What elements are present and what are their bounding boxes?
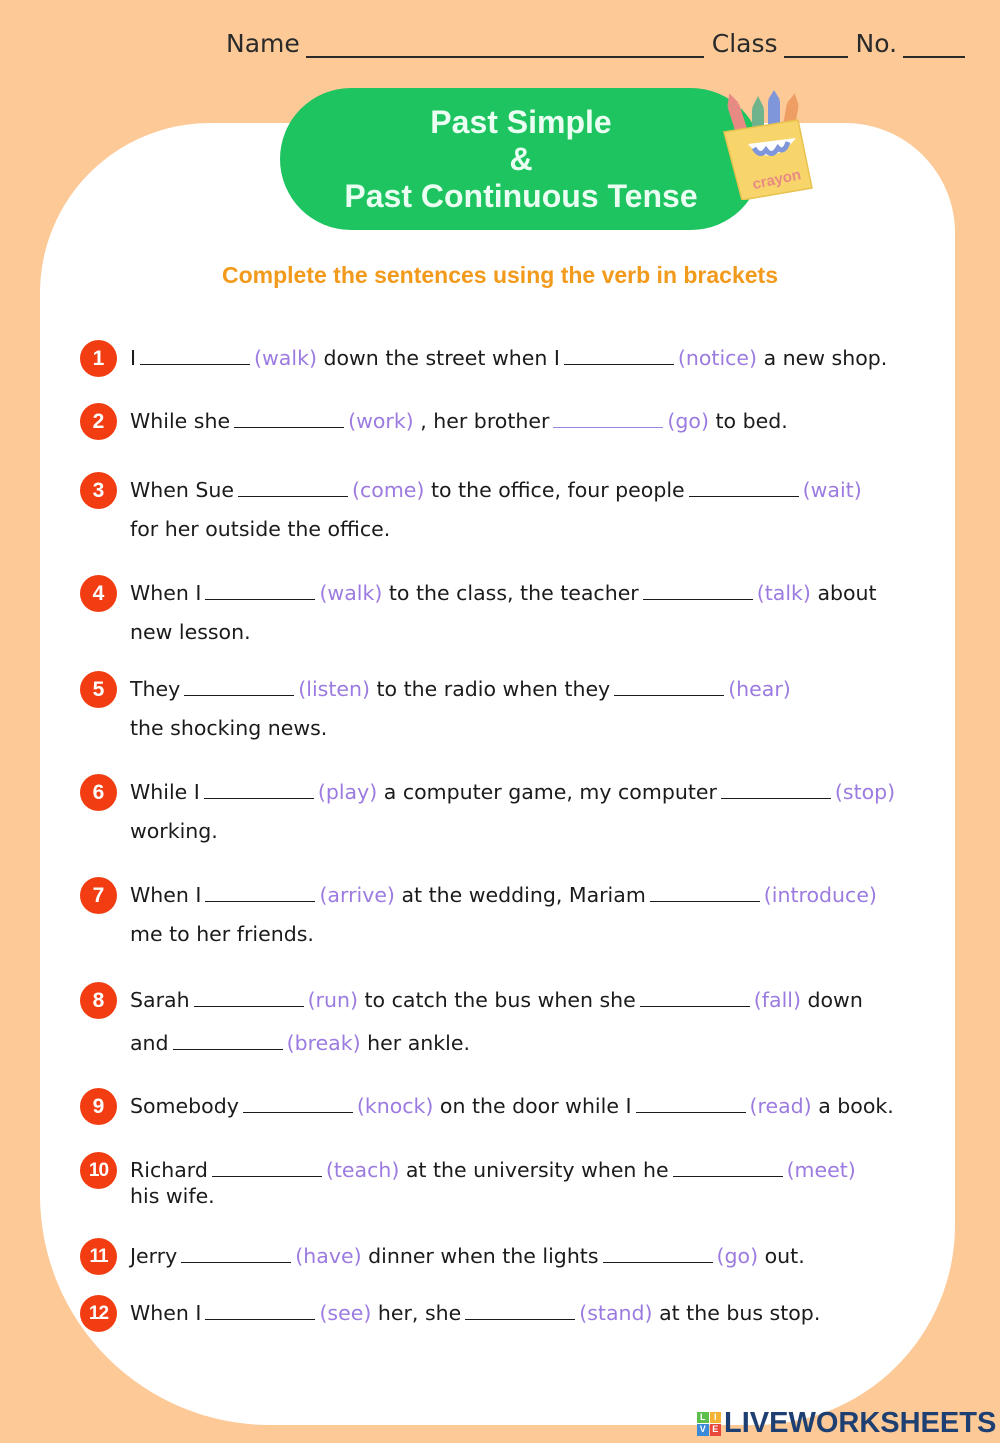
answer-blank[interactable] (564, 342, 674, 365)
verb-hint: (run) (307, 988, 358, 1012)
question-number-badge: 7 (80, 877, 117, 914)
sentence-text: , her brother (420, 409, 550, 433)
verb-hint: (stop) (834, 780, 896, 804)
sentence-text: to the radio when they (376, 677, 611, 701)
title-line-2: & (509, 140, 533, 177)
question-line (130, 1238, 805, 1275)
question-line (130, 1152, 856, 1189)
answer-blank[interactable] (650, 879, 760, 902)
sentence-text: While she (130, 409, 231, 433)
verb-hint: (work) (348, 409, 414, 433)
answer-blank[interactable] (140, 342, 250, 365)
answer-blank[interactable] (640, 984, 750, 1007)
name-label: Name (226, 29, 300, 58)
question-number-badge: 5 (80, 671, 117, 708)
question-number-badge: 10 (80, 1152, 117, 1189)
answer-blank[interactable] (181, 1240, 291, 1263)
verb-hint: (arrive) (319, 883, 395, 907)
question-continuation: working. (130, 819, 218, 843)
answer-blank[interactable] (234, 405, 344, 428)
verb-hint: (meet) (786, 1158, 856, 1182)
logo-text: LIVEWORKSHEETS (724, 1407, 997, 1439)
svg-text:crayon: crayon (750, 166, 803, 194)
question-number-badge: 4 (80, 575, 117, 612)
question-line (130, 982, 863, 1019)
class-label: Class (711, 29, 778, 58)
sentence-text: to catch the bus when she (364, 988, 636, 1012)
answer-blank[interactable] (643, 577, 753, 600)
question-line (130, 575, 877, 612)
question-line (130, 340, 887, 377)
sentence-text: and (130, 1031, 169, 1055)
sentence-text: Sarah (130, 988, 190, 1012)
question-number-badge: 2 (80, 403, 117, 440)
question-continuation: for her outside the office. (130, 517, 391, 541)
question-continuation: new lesson. (130, 620, 251, 644)
verb-hint: (fall) (753, 988, 801, 1012)
sentence-text: to bed. (715, 409, 788, 433)
sentence-text: Jerry (130, 1244, 178, 1268)
sentence-text: When I (130, 1301, 202, 1325)
liveworksheets-logo (697, 1407, 996, 1440)
verb-hint: (wait) (802, 478, 862, 502)
sentence-text: a new shop. (763, 346, 888, 370)
name-field[interactable] (306, 34, 704, 58)
sentence-text: Richard (130, 1158, 208, 1182)
question-number-badge: 1 (80, 340, 117, 377)
question-number-badge: 6 (80, 774, 117, 811)
verb-hint: (hear) (728, 677, 791, 701)
question-continuation (130, 1027, 470, 1055)
sentence-text: While I (130, 780, 200, 804)
sentence-text: at the university when he (405, 1158, 669, 1182)
sentence-text: When I (130, 883, 202, 907)
question-number-badge: 3 (80, 472, 117, 509)
verb-hint: (walk) (254, 346, 317, 370)
verb-hint: (go) (667, 409, 709, 433)
answer-blank[interactable] (212, 1154, 322, 1177)
answer-blank[interactable] (603, 1240, 713, 1263)
answer-blank[interactable] (689, 474, 799, 497)
sentence-text: on the door while I (439, 1094, 632, 1118)
sentence-text: her ankle. (367, 1031, 470, 1055)
question-number-badge: 8 (80, 982, 117, 1019)
answer-blank[interactable] (553, 405, 663, 428)
question-line (130, 1295, 820, 1332)
answer-blank[interactable] (243, 1090, 353, 1113)
question-line (130, 1088, 894, 1125)
sentence-text: at the wedding, Mariam (401, 883, 646, 907)
question-line (130, 472, 862, 509)
question-continuation: his wife. (130, 1184, 215, 1208)
sentence-text: down (807, 988, 863, 1012)
title-line-3: Past Continuous Tense (344, 177, 698, 214)
number-label: No. (855, 29, 898, 58)
sentence-text: Somebody (130, 1094, 239, 1118)
verb-hint: (go) (716, 1244, 759, 1268)
answer-blank[interactable] (636, 1090, 746, 1113)
answer-blank[interactable] (238, 474, 348, 497)
question-line (130, 403, 788, 440)
number-field[interactable] (903, 34, 965, 58)
verb-hint: (walk) (319, 581, 383, 605)
student-info-header (226, 18, 980, 58)
crayon-box-icon (718, 90, 818, 200)
verb-hint: (introduce) (763, 883, 877, 907)
question-number-badge: 11 (80, 1238, 117, 1275)
page-title (280, 88, 762, 230)
answer-blank[interactable] (721, 776, 831, 799)
question-number-badge: 9 (80, 1088, 117, 1125)
verb-hint: (listen) (298, 677, 370, 701)
verb-hint: (have) (295, 1244, 362, 1268)
answer-blank[interactable] (194, 984, 304, 1007)
verb-hint: (notice) (677, 346, 758, 370)
question-number-badge: 12 (80, 1295, 117, 1332)
class-field[interactable] (784, 34, 848, 58)
answer-blank[interactable] (204, 776, 314, 799)
sentence-text: to the class, the teacher (388, 581, 639, 605)
answer-blank[interactable] (205, 577, 315, 600)
sentence-text: down the street when I (323, 346, 560, 370)
answer-blank[interactable] (465, 1297, 575, 1320)
live-badge-icon: L I V E (697, 1412, 721, 1436)
instructions-heading: Complete the sentences using the verb in brackets (222, 262, 778, 288)
verb-hint: (see) (319, 1301, 372, 1325)
verb-hint: (talk) (756, 581, 811, 605)
verb-hint: (stand) (579, 1301, 653, 1325)
sentence-text: a book. (818, 1094, 894, 1118)
answer-blank[interactable] (184, 673, 294, 696)
question-line (130, 774, 895, 811)
answer-blank[interactable] (673, 1154, 783, 1177)
sentence-text: to the office, four people (430, 478, 685, 502)
answer-blank[interactable] (614, 673, 724, 696)
sentence-text: a computer game, my computer (383, 780, 717, 804)
sentence-text: about (817, 581, 877, 605)
sentence-text: dinner when the lights (368, 1244, 599, 1268)
sentence-text: at the bus stop. (659, 1301, 821, 1325)
question-continuation: me to her friends. (130, 922, 314, 946)
sentence-text: When I (130, 581, 202, 605)
sentence-text: her, she (377, 1301, 462, 1325)
answer-blank[interactable] (173, 1027, 283, 1050)
verb-hint: (come) (352, 478, 425, 502)
question-continuation: the shocking news. (130, 716, 328, 740)
title-line-1: Past Simple (430, 103, 612, 140)
sentence-text: I (130, 346, 137, 370)
verb-hint: (read) (749, 1094, 812, 1118)
sentence-text: They (130, 677, 181, 701)
verb-hint: (teach) (325, 1158, 400, 1182)
answer-blank[interactable] (205, 1297, 315, 1320)
verb-hint: (break) (286, 1031, 361, 1055)
verb-hint: (play) (317, 780, 378, 804)
sentence-text: out. (764, 1244, 805, 1268)
question-line (130, 671, 791, 708)
verb-hint: (knock) (356, 1094, 434, 1118)
sentence-text: When Sue (130, 478, 235, 502)
question-line (130, 877, 877, 914)
answer-blank[interactable] (205, 879, 315, 902)
